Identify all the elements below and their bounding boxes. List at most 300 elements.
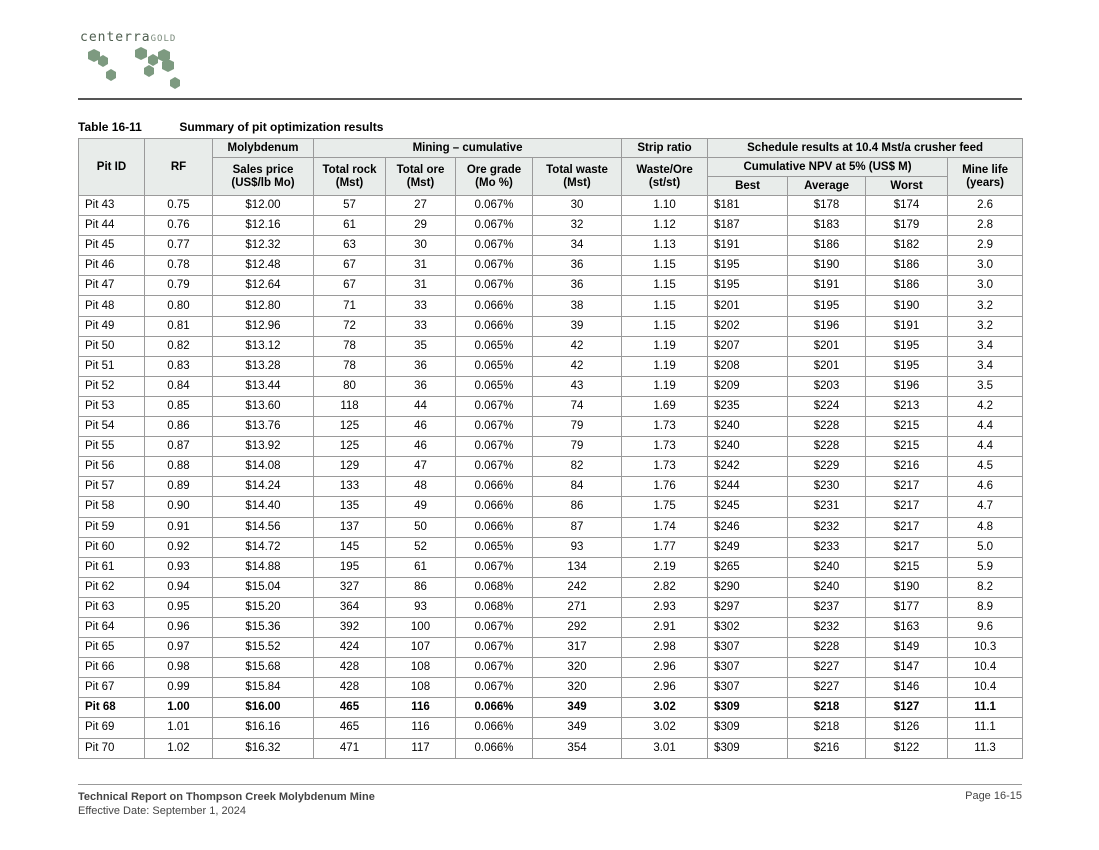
- cell-sales-price: $14.40: [213, 497, 314, 517]
- cell-mine-life: 3.2: [948, 316, 1023, 336]
- cell-ore-grade: 0.065%: [456, 356, 533, 376]
- cell-rf: 1.02: [145, 738, 213, 758]
- cell-total-rock: 63: [314, 236, 386, 256]
- cell-waste-ore: 1.19: [622, 356, 708, 376]
- cell-total-waste: 349: [533, 698, 622, 718]
- cell-total-waste: 84: [533, 477, 622, 497]
- col-average: Average: [788, 177, 866, 196]
- table-row: [79, 638, 1023, 658]
- cell-npv-worst: $190: [866, 296, 948, 316]
- cell-ore-grade: 0.067%: [456, 396, 533, 416]
- group-schedule: Schedule results at 10.4 Mst/a crusher feed: [708, 139, 1023, 158]
- cell-pit-id: Pit 46: [79, 256, 145, 276]
- cell-mine-life: 8.9: [948, 597, 1023, 617]
- cell-rf: 0.87: [145, 437, 213, 457]
- cell-pit-id: Pit 62: [79, 577, 145, 597]
- cell-npv-best: $302: [708, 617, 788, 637]
- cell-rf: 0.84: [145, 376, 213, 396]
- cell-sales-price: $13.76: [213, 417, 314, 437]
- cell-pit-id: Pit 67: [79, 678, 145, 698]
- cell-ore-grade: 0.066%: [456, 517, 533, 537]
- cell-total-rock: 80: [314, 376, 386, 396]
- cell-npv-best: $290: [708, 577, 788, 597]
- cell-pit-id: Pit 53: [79, 396, 145, 416]
- table-number: Table 16-11: [78, 120, 142, 134]
- cell-npv-average: $230: [788, 477, 866, 497]
- cell-waste-ore: 1.73: [622, 417, 708, 437]
- cell-mine-life: 3.0: [948, 276, 1023, 296]
- cell-pit-id: Pit 64: [79, 617, 145, 637]
- cell-total-ore: 49: [386, 497, 456, 517]
- cell-rf: 0.75: [145, 196, 213, 216]
- cell-npv-best: $249: [708, 537, 788, 557]
- cell-rf: 0.99: [145, 678, 213, 698]
- table-row: [79, 356, 1023, 376]
- cell-pit-id: Pit 44: [79, 216, 145, 236]
- cell-rf: 1.01: [145, 718, 213, 738]
- cell-pit-id: Pit 59: [79, 517, 145, 537]
- cell-npv-best: $207: [708, 336, 788, 356]
- cell-total-rock: 61: [314, 216, 386, 236]
- cell-rf: 0.78: [145, 256, 213, 276]
- logo-hexagons-icon: [80, 44, 200, 96]
- cell-total-ore: 31: [386, 276, 456, 296]
- cell-total-ore: 48: [386, 477, 456, 497]
- cell-total-waste: 320: [533, 678, 622, 698]
- cell-mine-life: 3.0: [948, 256, 1023, 276]
- cell-sales-price: $16.00: [213, 698, 314, 718]
- cell-rf: 0.94: [145, 577, 213, 597]
- cell-rf: 0.93: [145, 557, 213, 577]
- cell-npv-best: $187: [708, 216, 788, 236]
- cell-npv-worst: $191: [866, 316, 948, 336]
- col-pit-id: Pit ID: [79, 139, 145, 196]
- logo-wordmark: centerraGOLD: [80, 30, 177, 45]
- cell-ore-grade: 0.067%: [456, 216, 533, 236]
- cell-pit-id: Pit 54: [79, 417, 145, 437]
- cell-sales-price: $15.20: [213, 597, 314, 617]
- cell-ore-grade: 0.067%: [456, 457, 533, 477]
- cell-npv-worst: $126: [866, 718, 948, 738]
- table-row: [79, 276, 1023, 296]
- cell-mine-life: 3.5: [948, 376, 1023, 396]
- cell-npv-worst: $179: [866, 216, 948, 236]
- cell-total-ore: 86: [386, 577, 456, 597]
- cell-sales-price: $15.52: [213, 638, 314, 658]
- table-row: [79, 658, 1023, 678]
- col-mine-life: Mine life (years): [948, 158, 1023, 196]
- cell-total-rock: 71: [314, 296, 386, 316]
- cell-npv-average: $228: [788, 437, 866, 457]
- cell-total-ore: 46: [386, 437, 456, 457]
- cell-total-rock: 392: [314, 617, 386, 637]
- page-number: Page 16-15: [965, 790, 1022, 802]
- cell-npv-average: $201: [788, 356, 866, 376]
- footer-rule: [78, 784, 1022, 785]
- cell-pit-id: Pit 43: [79, 196, 145, 216]
- table-body: [79, 196, 1023, 759]
- cell-mine-life: 2.8: [948, 216, 1023, 236]
- cell-total-rock: 428: [314, 658, 386, 678]
- table-row: [79, 577, 1023, 597]
- cell-sales-price: $12.64: [213, 276, 314, 296]
- cell-npv-average: $216: [788, 738, 866, 758]
- cell-total-rock: 195: [314, 557, 386, 577]
- cell-sales-price: $12.00: [213, 196, 314, 216]
- cell-npv-average: $191: [788, 276, 866, 296]
- cell-mine-life: 9.6: [948, 617, 1023, 637]
- col-total-rock: Total rock (Mst): [314, 158, 386, 196]
- cell-sales-price: $15.68: [213, 658, 314, 678]
- table-caption: [78, 120, 383, 134]
- cell-total-rock: 327: [314, 577, 386, 597]
- cell-ore-grade: 0.066%: [456, 477, 533, 497]
- cell-total-ore: 100: [386, 617, 456, 637]
- cell-total-ore: 46: [386, 417, 456, 437]
- cell-npv-worst: $186: [866, 276, 948, 296]
- cell-total-ore: 108: [386, 658, 456, 678]
- cell-sales-price: $15.84: [213, 678, 314, 698]
- cell-waste-ore: 1.75: [622, 497, 708, 517]
- cell-total-waste: 38: [533, 296, 622, 316]
- cell-pit-id: Pit 66: [79, 658, 145, 678]
- cell-rf: 0.80: [145, 296, 213, 316]
- cell-sales-price: $14.08: [213, 457, 314, 477]
- cell-total-ore: 61: [386, 557, 456, 577]
- cell-sales-price: $13.28: [213, 356, 314, 376]
- cell-total-ore: 47: [386, 457, 456, 477]
- group-molybdenum: Molybdenum: [213, 139, 314, 158]
- cell-total-waste: 93: [533, 537, 622, 557]
- cell-total-ore: 33: [386, 316, 456, 336]
- cell-total-rock: 135: [314, 497, 386, 517]
- cell-total-rock: 145: [314, 537, 386, 557]
- col-total-waste: Total waste (Mst): [533, 158, 622, 196]
- cell-npv-best: $209: [708, 376, 788, 396]
- col-best: Best: [708, 177, 788, 196]
- cell-total-ore: 31: [386, 256, 456, 276]
- cell-waste-ore: 1.15: [622, 316, 708, 336]
- cell-sales-price: $13.92: [213, 437, 314, 457]
- cell-ore-grade: 0.067%: [456, 437, 533, 457]
- cell-total-waste: 79: [533, 417, 622, 437]
- cell-mine-life: 2.6: [948, 196, 1023, 216]
- cell-total-waste: 32: [533, 216, 622, 236]
- cell-total-waste: 86: [533, 497, 622, 517]
- cell-mine-life: 5.9: [948, 557, 1023, 577]
- cell-mine-life: 4.2: [948, 396, 1023, 416]
- cell-ore-grade: 0.066%: [456, 296, 533, 316]
- cell-npv-best: $240: [708, 437, 788, 457]
- cell-rf: 0.91: [145, 517, 213, 537]
- cell-npv-average: $190: [788, 256, 866, 276]
- cell-waste-ore: 1.77: [622, 537, 708, 557]
- cell-rf: 0.92: [145, 537, 213, 557]
- col-sales-price: Sales price (US$/lb Mo): [213, 158, 314, 196]
- cell-waste-ore: 1.12: [622, 216, 708, 236]
- cell-npv-worst: $217: [866, 517, 948, 537]
- cell-npv-best: $195: [708, 256, 788, 276]
- cell-pit-id: Pit 48: [79, 296, 145, 316]
- cell-npv-average: $231: [788, 497, 866, 517]
- cell-total-rock: 78: [314, 336, 386, 356]
- table-row: [79, 497, 1023, 517]
- cell-npv-average: $229: [788, 457, 866, 477]
- cell-sales-price: $14.72: [213, 537, 314, 557]
- cell-npv-average: $228: [788, 638, 866, 658]
- table-title: Summary of pit optimization results: [179, 120, 384, 134]
- cell-rf: 0.77: [145, 236, 213, 256]
- cell-total-waste: 292: [533, 617, 622, 637]
- cell-mine-life: 3.2: [948, 296, 1023, 316]
- cell-ore-grade: 0.066%: [456, 698, 533, 718]
- cell-npv-best: $307: [708, 658, 788, 678]
- table-row: [79, 718, 1023, 738]
- cell-pit-id: Pit 61: [79, 557, 145, 577]
- cell-npv-worst: $190: [866, 577, 948, 597]
- table-row: [79, 376, 1023, 396]
- cell-npv-worst: $217: [866, 537, 948, 557]
- cell-npv-average: $195: [788, 296, 866, 316]
- cell-sales-price: $16.32: [213, 738, 314, 758]
- table-row: [79, 537, 1023, 557]
- cell-npv-worst: $216: [866, 457, 948, 477]
- cell-rf: 0.86: [145, 417, 213, 437]
- cell-rf: 0.81: [145, 316, 213, 336]
- cell-total-ore: 44: [386, 396, 456, 416]
- cell-npv-worst: $215: [866, 437, 948, 457]
- cell-npv-average: $186: [788, 236, 866, 256]
- cell-npv-best: $201: [708, 296, 788, 316]
- cell-total-waste: 42: [533, 336, 622, 356]
- cell-pit-id: Pit 60: [79, 537, 145, 557]
- cell-npv-worst: $146: [866, 678, 948, 698]
- group-mining-cumulative: Mining – cumulative: [314, 139, 622, 158]
- cell-ore-grade: 0.067%: [456, 276, 533, 296]
- cell-npv-best: $244: [708, 477, 788, 497]
- table-row: [79, 477, 1023, 497]
- table-row: [79, 336, 1023, 356]
- cell-total-rock: 428: [314, 678, 386, 698]
- cell-ore-grade: 0.066%: [456, 497, 533, 517]
- cell-waste-ore: 1.15: [622, 276, 708, 296]
- cell-npv-best: $307: [708, 638, 788, 658]
- table-row: [79, 417, 1023, 437]
- cell-npv-average: $233: [788, 537, 866, 557]
- cell-rf: 0.82: [145, 336, 213, 356]
- cell-ore-grade: 0.067%: [456, 236, 533, 256]
- cell-total-rock: 57: [314, 196, 386, 216]
- table-row: [79, 698, 1023, 718]
- cell-rf: 0.79: [145, 276, 213, 296]
- cell-waste-ore: 1.69: [622, 396, 708, 416]
- effective-date: Effective Date: September 1, 2024: [78, 805, 246, 817]
- table-row: [79, 296, 1023, 316]
- cell-total-rock: 129: [314, 457, 386, 477]
- cell-npv-worst: $217: [866, 477, 948, 497]
- cell-waste-ore: 1.19: [622, 336, 708, 356]
- cell-npv-worst: $122: [866, 738, 948, 758]
- cell-rf: 0.90: [145, 497, 213, 517]
- cell-npv-average: $218: [788, 718, 866, 738]
- cell-npv-worst: $186: [866, 256, 948, 276]
- cell-npv-best: $307: [708, 678, 788, 698]
- cell-waste-ore: 1.73: [622, 457, 708, 477]
- cell-ore-grade: 0.066%: [456, 718, 533, 738]
- cell-ore-grade: 0.067%: [456, 638, 533, 658]
- table-row: [79, 597, 1023, 617]
- cell-ore-grade: 0.067%: [456, 678, 533, 698]
- cell-waste-ore: 1.15: [622, 296, 708, 316]
- cell-npv-worst: $147: [866, 658, 948, 678]
- cell-waste-ore: 1.19: [622, 376, 708, 396]
- table-row: [79, 617, 1023, 637]
- cell-total-waste: 36: [533, 256, 622, 276]
- cell-npv-best: $235: [708, 396, 788, 416]
- group-npv: Cumulative NPV at 5% (US$ M): [708, 158, 948, 177]
- cell-total-ore: 107: [386, 638, 456, 658]
- cell-total-rock: 125: [314, 437, 386, 457]
- cell-waste-ore: 3.01: [622, 738, 708, 758]
- cell-npv-average: $196: [788, 316, 866, 336]
- cell-ore-grade: 0.065%: [456, 537, 533, 557]
- cell-waste-ore: 3.02: [622, 698, 708, 718]
- cell-total-waste: 134: [533, 557, 622, 577]
- cell-mine-life: 4.6: [948, 477, 1023, 497]
- cell-rf: 0.89: [145, 477, 213, 497]
- cell-mine-life: 11.1: [948, 698, 1023, 718]
- cell-npv-best: $309: [708, 738, 788, 758]
- company-logo: [80, 30, 220, 96]
- footer-info: [78, 790, 375, 818]
- cell-waste-ore: 2.93: [622, 597, 708, 617]
- cell-total-waste: 82: [533, 457, 622, 477]
- report-title: Technical Report on Thompson Creek Molybdenum Mine: [78, 791, 375, 803]
- cell-rf: 0.76: [145, 216, 213, 236]
- cell-waste-ore: 1.73: [622, 437, 708, 457]
- cell-pit-id: Pit 49: [79, 316, 145, 336]
- cell-total-ore: 50: [386, 517, 456, 537]
- cell-sales-price: $14.56: [213, 517, 314, 537]
- cell-npv-best: $265: [708, 557, 788, 577]
- cell-npv-best: $202: [708, 316, 788, 336]
- cell-total-rock: 72: [314, 316, 386, 336]
- cell-ore-grade: 0.067%: [456, 417, 533, 437]
- cell-ore-grade: 0.067%: [456, 196, 533, 216]
- cell-mine-life: 11.1: [948, 718, 1023, 738]
- table-row: [79, 437, 1023, 457]
- cell-total-rock: 125: [314, 417, 386, 437]
- cell-total-ore: 33: [386, 296, 456, 316]
- cell-ore-grade: 0.066%: [456, 316, 533, 336]
- cell-sales-price: $14.24: [213, 477, 314, 497]
- cell-sales-price: $15.04: [213, 577, 314, 597]
- cell-waste-ore: 2.19: [622, 557, 708, 577]
- cell-mine-life: 4.8: [948, 517, 1023, 537]
- cell-total-ore: 27: [386, 196, 456, 216]
- cell-npv-worst: $177: [866, 597, 948, 617]
- cell-npv-best: $181: [708, 196, 788, 216]
- cell-total-waste: 320: [533, 658, 622, 678]
- cell-rf: 1.00: [145, 698, 213, 718]
- cell-sales-price: $16.16: [213, 718, 314, 738]
- header-rule: [78, 98, 1022, 100]
- cell-sales-price: $12.80: [213, 296, 314, 316]
- cell-total-waste: 271: [533, 597, 622, 617]
- col-total-ore: Total ore (Mst): [386, 158, 456, 196]
- cell-pit-id: Pit 65: [79, 638, 145, 658]
- cell-total-ore: 52: [386, 537, 456, 557]
- cell-rf: 0.95: [145, 597, 213, 617]
- cell-ore-grade: 0.065%: [456, 336, 533, 356]
- cell-waste-ore: 1.10: [622, 196, 708, 216]
- cell-total-rock: 465: [314, 698, 386, 718]
- cell-mine-life: 11.3: [948, 738, 1023, 758]
- cell-total-rock: 364: [314, 597, 386, 617]
- cell-npv-worst: $195: [866, 336, 948, 356]
- cell-total-waste: 349: [533, 718, 622, 738]
- cell-waste-ore: 1.13: [622, 236, 708, 256]
- cell-sales-price: $12.96: [213, 316, 314, 336]
- col-waste-ore: Waste/Ore (st/st): [622, 158, 708, 196]
- cell-sales-price: $13.60: [213, 396, 314, 416]
- cell-mine-life: 8.2: [948, 577, 1023, 597]
- cell-sales-price: $12.16: [213, 216, 314, 236]
- cell-total-ore: 108: [386, 678, 456, 698]
- cell-mine-life: 10.3: [948, 638, 1023, 658]
- cell-waste-ore: 2.91: [622, 617, 708, 637]
- cell-ore-grade: 0.066%: [456, 738, 533, 758]
- table-row: [79, 678, 1023, 698]
- cell-npv-average: $232: [788, 617, 866, 637]
- cell-total-rock: 424: [314, 638, 386, 658]
- cell-npv-best: $309: [708, 698, 788, 718]
- table-row: [79, 196, 1023, 216]
- table-row: [79, 236, 1023, 256]
- cell-total-rock: 67: [314, 276, 386, 296]
- cell-pit-id: Pit 69: [79, 718, 145, 738]
- table-row: [79, 557, 1023, 577]
- pit-optimization-table: [78, 138, 1023, 759]
- cell-pit-id: Pit 51: [79, 356, 145, 376]
- cell-total-ore: 35: [386, 336, 456, 356]
- cell-mine-life: 3.4: [948, 356, 1023, 376]
- cell-total-ore: 29: [386, 216, 456, 236]
- col-worst: Worst: [866, 177, 948, 196]
- cell-mine-life: 10.4: [948, 658, 1023, 678]
- cell-total-waste: 87: [533, 517, 622, 537]
- cell-waste-ore: 2.96: [622, 658, 708, 678]
- cell-pit-id: Pit 58: [79, 497, 145, 517]
- cell-sales-price: $13.12: [213, 336, 314, 356]
- cell-total-rock: 118: [314, 396, 386, 416]
- cell-total-ore: 36: [386, 376, 456, 396]
- cell-total-waste: 34: [533, 236, 622, 256]
- cell-total-waste: 43: [533, 376, 622, 396]
- cell-waste-ore: 2.82: [622, 577, 708, 597]
- cell-pit-id: Pit 52: [79, 376, 145, 396]
- cell-waste-ore: 1.74: [622, 517, 708, 537]
- cell-total-rock: 133: [314, 477, 386, 497]
- cell-total-waste: 30: [533, 196, 622, 216]
- cell-pit-id: Pit 63: [79, 597, 145, 617]
- table-row: [79, 457, 1023, 477]
- col-ore-grade: Ore grade (Mo %): [456, 158, 533, 196]
- cell-pit-id: Pit 45: [79, 236, 145, 256]
- cell-npv-average: $237: [788, 597, 866, 617]
- cell-mine-life: 10.4: [948, 678, 1023, 698]
- cell-sales-price: $13.44: [213, 376, 314, 396]
